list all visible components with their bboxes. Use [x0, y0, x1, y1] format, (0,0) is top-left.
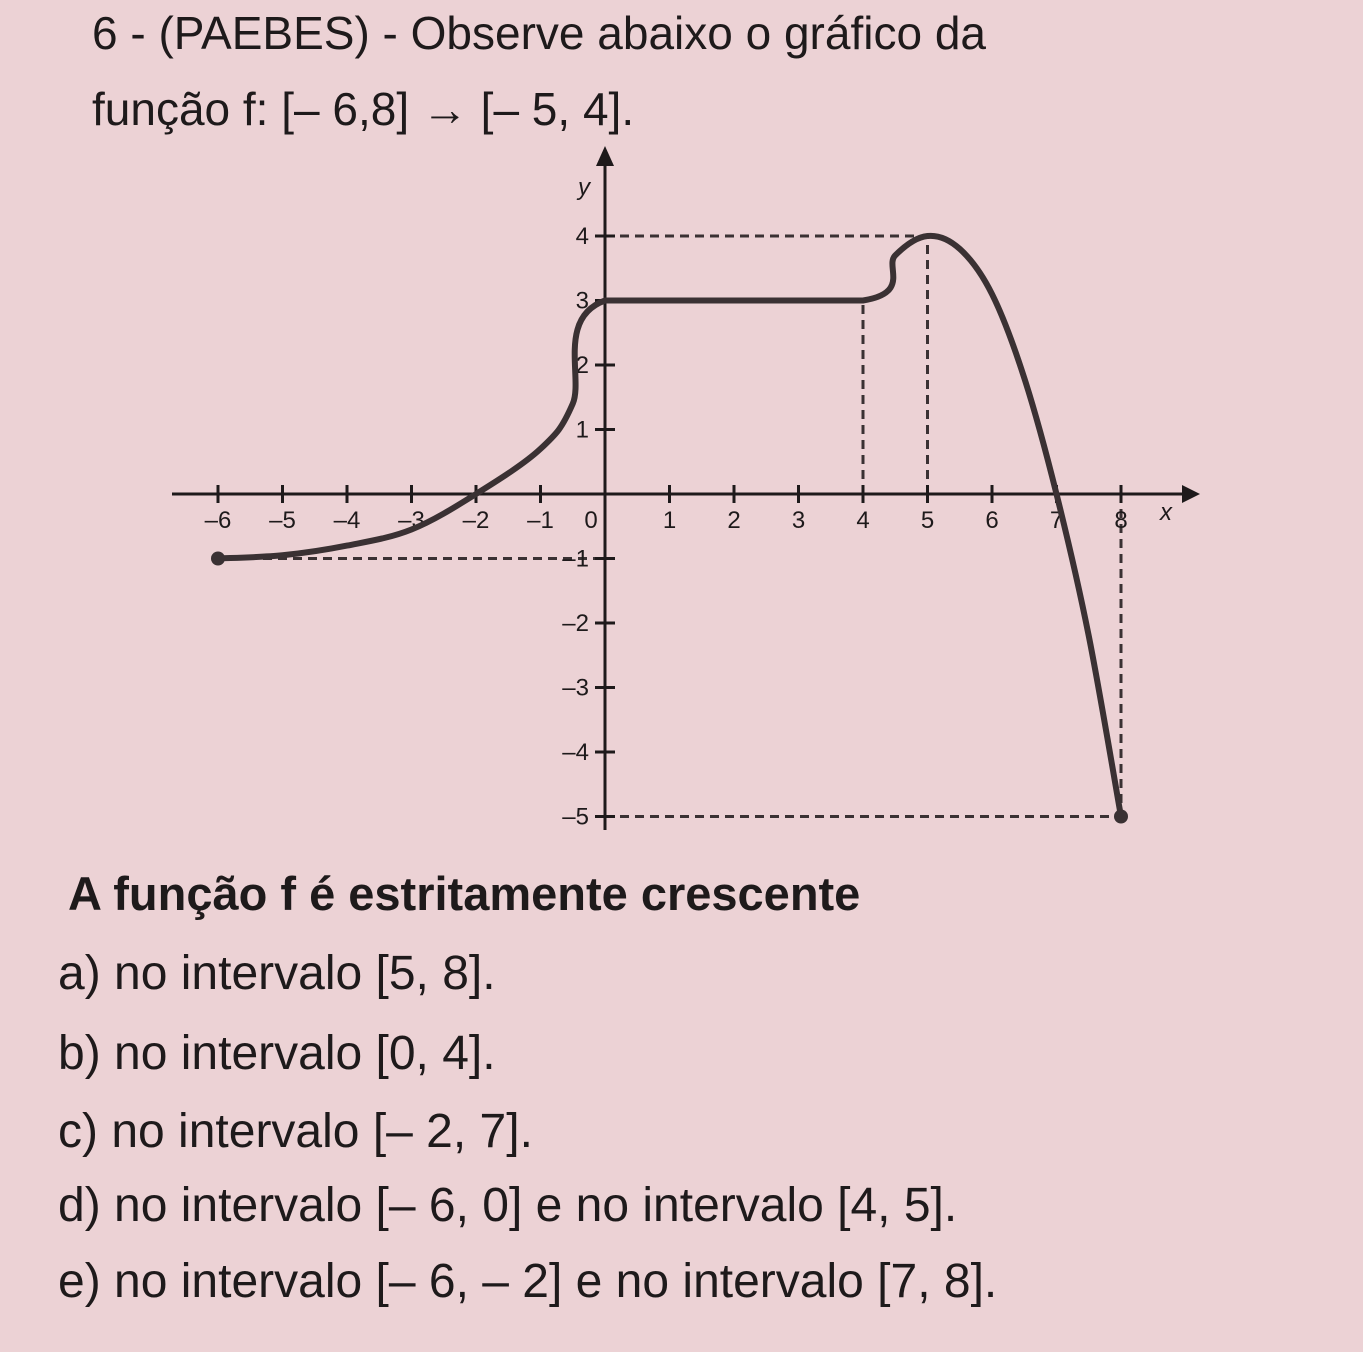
x-tick-label: –2 — [462, 507, 490, 534]
y-axis-arrow — [596, 146, 614, 166]
endpoints — [211, 552, 1128, 824]
x-tick-label: –3 — [398, 507, 425, 534]
x-tick-label: 5 — [920, 507, 935, 534]
x-tick-label: 3 — [791, 507, 806, 534]
y-tick-label: –5 — [562, 803, 589, 831]
x-tick-label: 7 — [1049, 507, 1064, 534]
y-tick-label: –4 — [562, 739, 589, 766]
y-tick-label: –3 — [562, 674, 589, 702]
x-tick-label: 6 — [985, 507, 999, 534]
x-tick-label: 0 — [584, 507, 598, 534]
x-tick-label: –5 — [269, 507, 296, 534]
option-c[interactable]: c) no intervalo [– 2, 7]. — [58, 1105, 533, 1158]
x-tick-label: 1 — [662, 507, 677, 534]
axes — [172, 146, 1200, 830]
x-tick-label: –1 — [527, 507, 554, 534]
x-tick-label: –4 — [333, 507, 361, 534]
question-line-1: 6 - (PAEBES) - Observe abaixo o gráfico da — [92, 7, 986, 59]
option-a[interactable]: a) no intervalo [5, 8]. — [58, 947, 496, 1000]
x-axis-arrow — [1182, 485, 1200, 503]
y-tick-label: –2 — [562, 610, 589, 637]
endpoint-dot-0 — [211, 552, 225, 566]
x-tick-label: 4 — [856, 507, 870, 534]
y-tick-label: 2 — [575, 352, 589, 379]
y-tick-label: 4 — [575, 223, 589, 250]
y-tick-label: 1 — [575, 416, 589, 444]
y-tick-label: –1 — [562, 545, 589, 573]
endpoint-dot-1 — [1114, 810, 1128, 824]
y-tick-label: 3 — [575, 287, 589, 315]
y-axis-label: y — [578, 174, 590, 201]
x-axis-label: x — [1160, 499, 1172, 526]
option-d[interactable]: d) no intervalo [– 6, 0] e no intervalo [4, 5]. — [58, 1179, 958, 1232]
x-tick-label: 8 — [1114, 507, 1128, 534]
x-tick-label: 2 — [727, 507, 741, 534]
question-line-2: função f: [– 6,8] → [– 5, 4]. — [92, 83, 635, 135]
ticks — [205, 223, 1128, 831]
x-tick-label: –6 — [204, 507, 232, 534]
question-stem: A função f é estritamente crescente — [68, 867, 861, 920]
option-b[interactable]: b) no intervalo [0, 4]. — [58, 1027, 496, 1080]
option-e[interactable]: e) no intervalo [– 6, – 2] e no intervalo [7, 8]. — [58, 1255, 998, 1308]
